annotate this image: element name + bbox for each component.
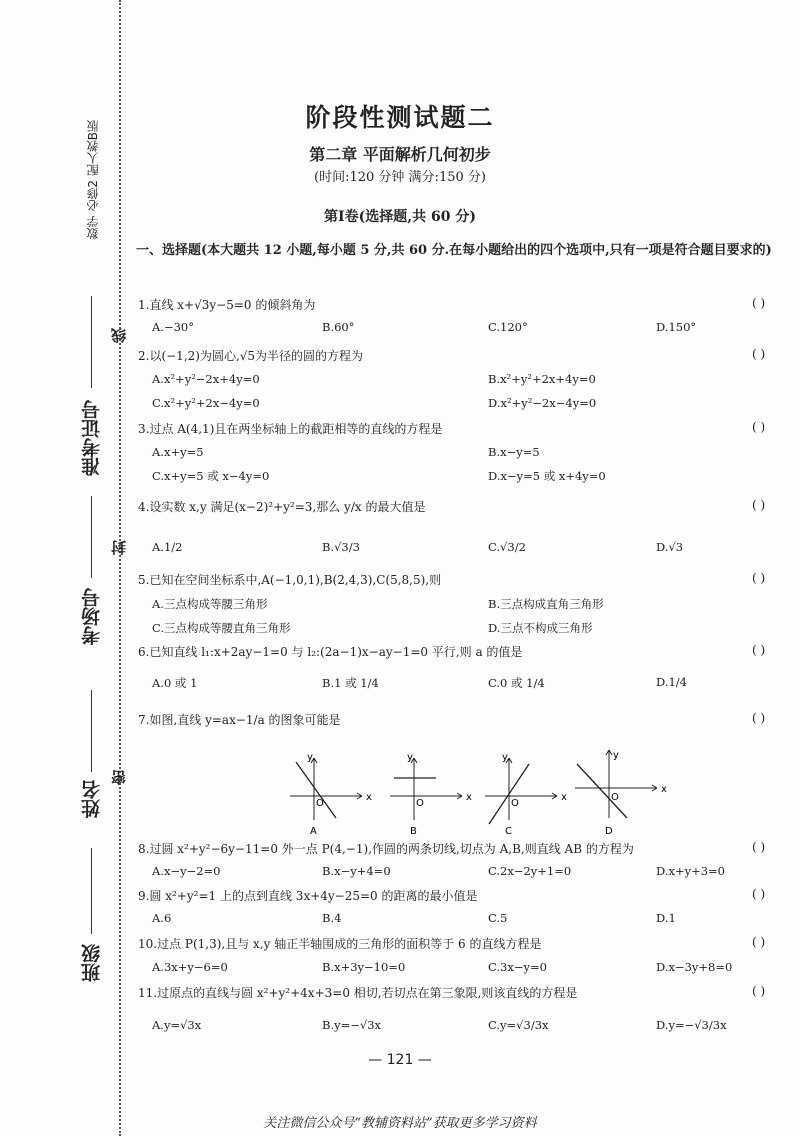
option-a: A.0 或 1 (152, 676, 198, 690)
option-a: A.6 (152, 911, 172, 925)
question-stem: 3.过点 A(4,1)且在两坐标轴上的截距相等的直线的方程是 (138, 422, 443, 436)
exam-id-label: 准考证号 (81, 400, 103, 476)
answer-paren: ( ) (752, 935, 766, 949)
section-heading: 第Ⅰ卷(选择题,共 60 分) (324, 209, 476, 225)
question-stem: 2.以(−1,2)为圆心,√5为半径的圆的方程为 (138, 349, 364, 363)
answer-paren: ( ) (752, 711, 766, 725)
axis-y: y (307, 752, 313, 763)
option-d: D.x−y=5 或 x+4y=0 (488, 469, 606, 483)
instruction-text: 一、选择题(本大题共 12 小题,每小题 5 分,共 60 分.在每小题给出的四个选项中,只有一项是符合题目要求的) (136, 243, 772, 258)
origin: O (511, 798, 519, 809)
exam-id-line (91, 296, 92, 388)
cut-mark-secret: 密 (110, 770, 128, 785)
option-b: B.60° (322, 320, 355, 334)
option-a: A.−30° (152, 320, 194, 334)
graph-label-b: B (410, 826, 417, 837)
graph-label-c: C (505, 826, 512, 837)
footer-notice: 关注微信公众号“教辅资料站”获取更多学习资料 (263, 1116, 537, 1131)
q7-graphs (270, 748, 670, 838)
graph-label-a: A (310, 826, 317, 837)
question-stem: 7.如图,直线 y=ax−1/a 的图象可能是 (138, 713, 341, 727)
option-c: C.5 (488, 911, 508, 925)
option-d: D.1 (656, 911, 676, 925)
option-c: C.3x−y=0 (488, 960, 547, 974)
graph-a (290, 752, 372, 837)
question-stem: 8.过圆 x²+y²−6y−11=0 外一点 P(4,−1),作圆的两条切线,切点为 A,B,则直线 AB 的方程为 (138, 842, 634, 856)
option-a: A.3x+y−6=0 (152, 960, 228, 974)
option-c: C.y=√3/3x (488, 1018, 549, 1032)
axis-y: y (502, 752, 508, 763)
axis-x: x (466, 792, 472, 803)
axis-x: x (561, 792, 567, 803)
room-no-label: 考场号 (81, 588, 103, 645)
time-info: (时间:120 分钟 满分:150 分) (314, 170, 486, 185)
answer-paren: ( ) (752, 887, 766, 901)
origin: O (611, 792, 619, 803)
option-c: C.三点构成等腰直角三角形 (152, 621, 291, 635)
page-number: — 121 — (368, 1052, 432, 1068)
cut-mark-line: 线 (110, 328, 128, 343)
option-a: A.y=√3x (152, 1018, 202, 1032)
class-line (91, 848, 92, 934)
axis-y: y (407, 752, 413, 763)
option-d: D.√3 (656, 540, 684, 554)
answer-paren: ( ) (752, 643, 766, 657)
option-b: B.三点构成直角三角形 (488, 597, 604, 611)
graph-d (575, 750, 667, 837)
graph-label-d: D (605, 826, 613, 837)
axis-y: y (613, 750, 619, 761)
question-stem: 11.过原点的直线与圆 x²+y²+4x+3=0 相切,若切点在第三象限,则该直线的方程是 (138, 986, 578, 1000)
option-b: B.x−y+4=0 (322, 864, 391, 878)
option-b: B.x+3y−10=0 (322, 960, 406, 974)
chapter-subtitle: 第二章 平面解析几何初步 (309, 145, 491, 164)
cut-mark-seal: 封 (110, 540, 128, 555)
option-a: A.x²+y²−2x+4y=0 (152, 372, 260, 386)
class-label: 班级 (81, 944, 103, 982)
question-stem: 1.直线 x+√3y−5=0 的倾斜角为 (138, 298, 316, 312)
answer-paren: ( ) (752, 498, 766, 512)
option-d: D.y=−√3/3x (656, 1018, 727, 1032)
option-d: D.x²+y²−2x−4y=0 (488, 396, 597, 410)
option-b: B.1 或 1/4 (322, 676, 379, 690)
axis-x: x (661, 784, 667, 795)
name-label: 姓名 (81, 780, 103, 818)
option-b: B.x−y=5 (488, 445, 540, 459)
option-a: A.三点构成等腰三角形 (152, 597, 268, 611)
option-d: D.x−3y+8=0 (656, 960, 733, 974)
option-d: D.150° (656, 320, 697, 334)
side-meta: 数学 必修2 配人教B版 (86, 120, 100, 240)
option-c: C.120° (488, 320, 528, 334)
option-c: C.x+y=5 或 x−4y=0 (152, 469, 270, 483)
option-b: B.4 (322, 911, 342, 925)
question-stem: 6.已知直线 l₁:x+2ay−1=0 与 l₂:(2a−1)x−ay−1=0 平行,则 a 的值是 (138, 645, 523, 659)
answer-paren: ( ) (752, 984, 766, 998)
answer-paren: ( ) (752, 840, 766, 854)
option-c: C.√3/2 (488, 540, 526, 554)
option-c: C.0 或 1/4 (488, 676, 545, 690)
option-a: A.1/2 (152, 540, 183, 554)
answer-paren: ( ) (752, 571, 766, 585)
option-d: D.x+y+3=0 (656, 864, 725, 878)
origin: O (416, 798, 424, 809)
graph-c (485, 752, 567, 837)
name-line (91, 690, 92, 772)
origin: O (316, 798, 324, 809)
answer-paren: ( ) (752, 347, 766, 361)
option-b: B.√3/3 (322, 540, 360, 554)
option-c: C.2x−2y+1=0 (488, 864, 572, 878)
question-stem: 5.已知在空间坐标系中,A(−1,0,1),B(2,4,3),C(5,8,5),则 (138, 573, 442, 587)
option-b: B.y=−√3x (322, 1018, 382, 1032)
option-b: B.x²+y²+2x+4y=0 (488, 372, 596, 386)
option-d: D.1/4 (656, 675, 687, 689)
answer-paren: ( ) (752, 420, 766, 434)
page-title: 阶段性测试题二 (305, 103, 495, 132)
option-d: D.三点不构成三角形 (488, 621, 593, 635)
question-stem: 4.设实数 x,y 满足(x−2)²+y²=3,那么 y/x 的最大值是 (138, 500, 426, 514)
option-a: A.x+y=5 (152, 445, 204, 459)
graph-b (390, 752, 472, 837)
question-stem: 9.圆 x²+y²=1 上的点到直线 3x+4y−25=0 的距离的最小值是 (138, 889, 478, 903)
answer-paren: ( ) (752, 296, 766, 310)
option-a: A.x−y−2=0 (152, 864, 221, 878)
axis-x: x (366, 792, 372, 803)
option-c: C.x²+y²+2x−4y=0 (152, 396, 260, 410)
question-stem: 10.过点 P(1,3),且与 x,y 轴正半轴围成的三角形的面积等于 6 的直线方程是 (138, 937, 542, 951)
room-no-line (91, 496, 92, 578)
